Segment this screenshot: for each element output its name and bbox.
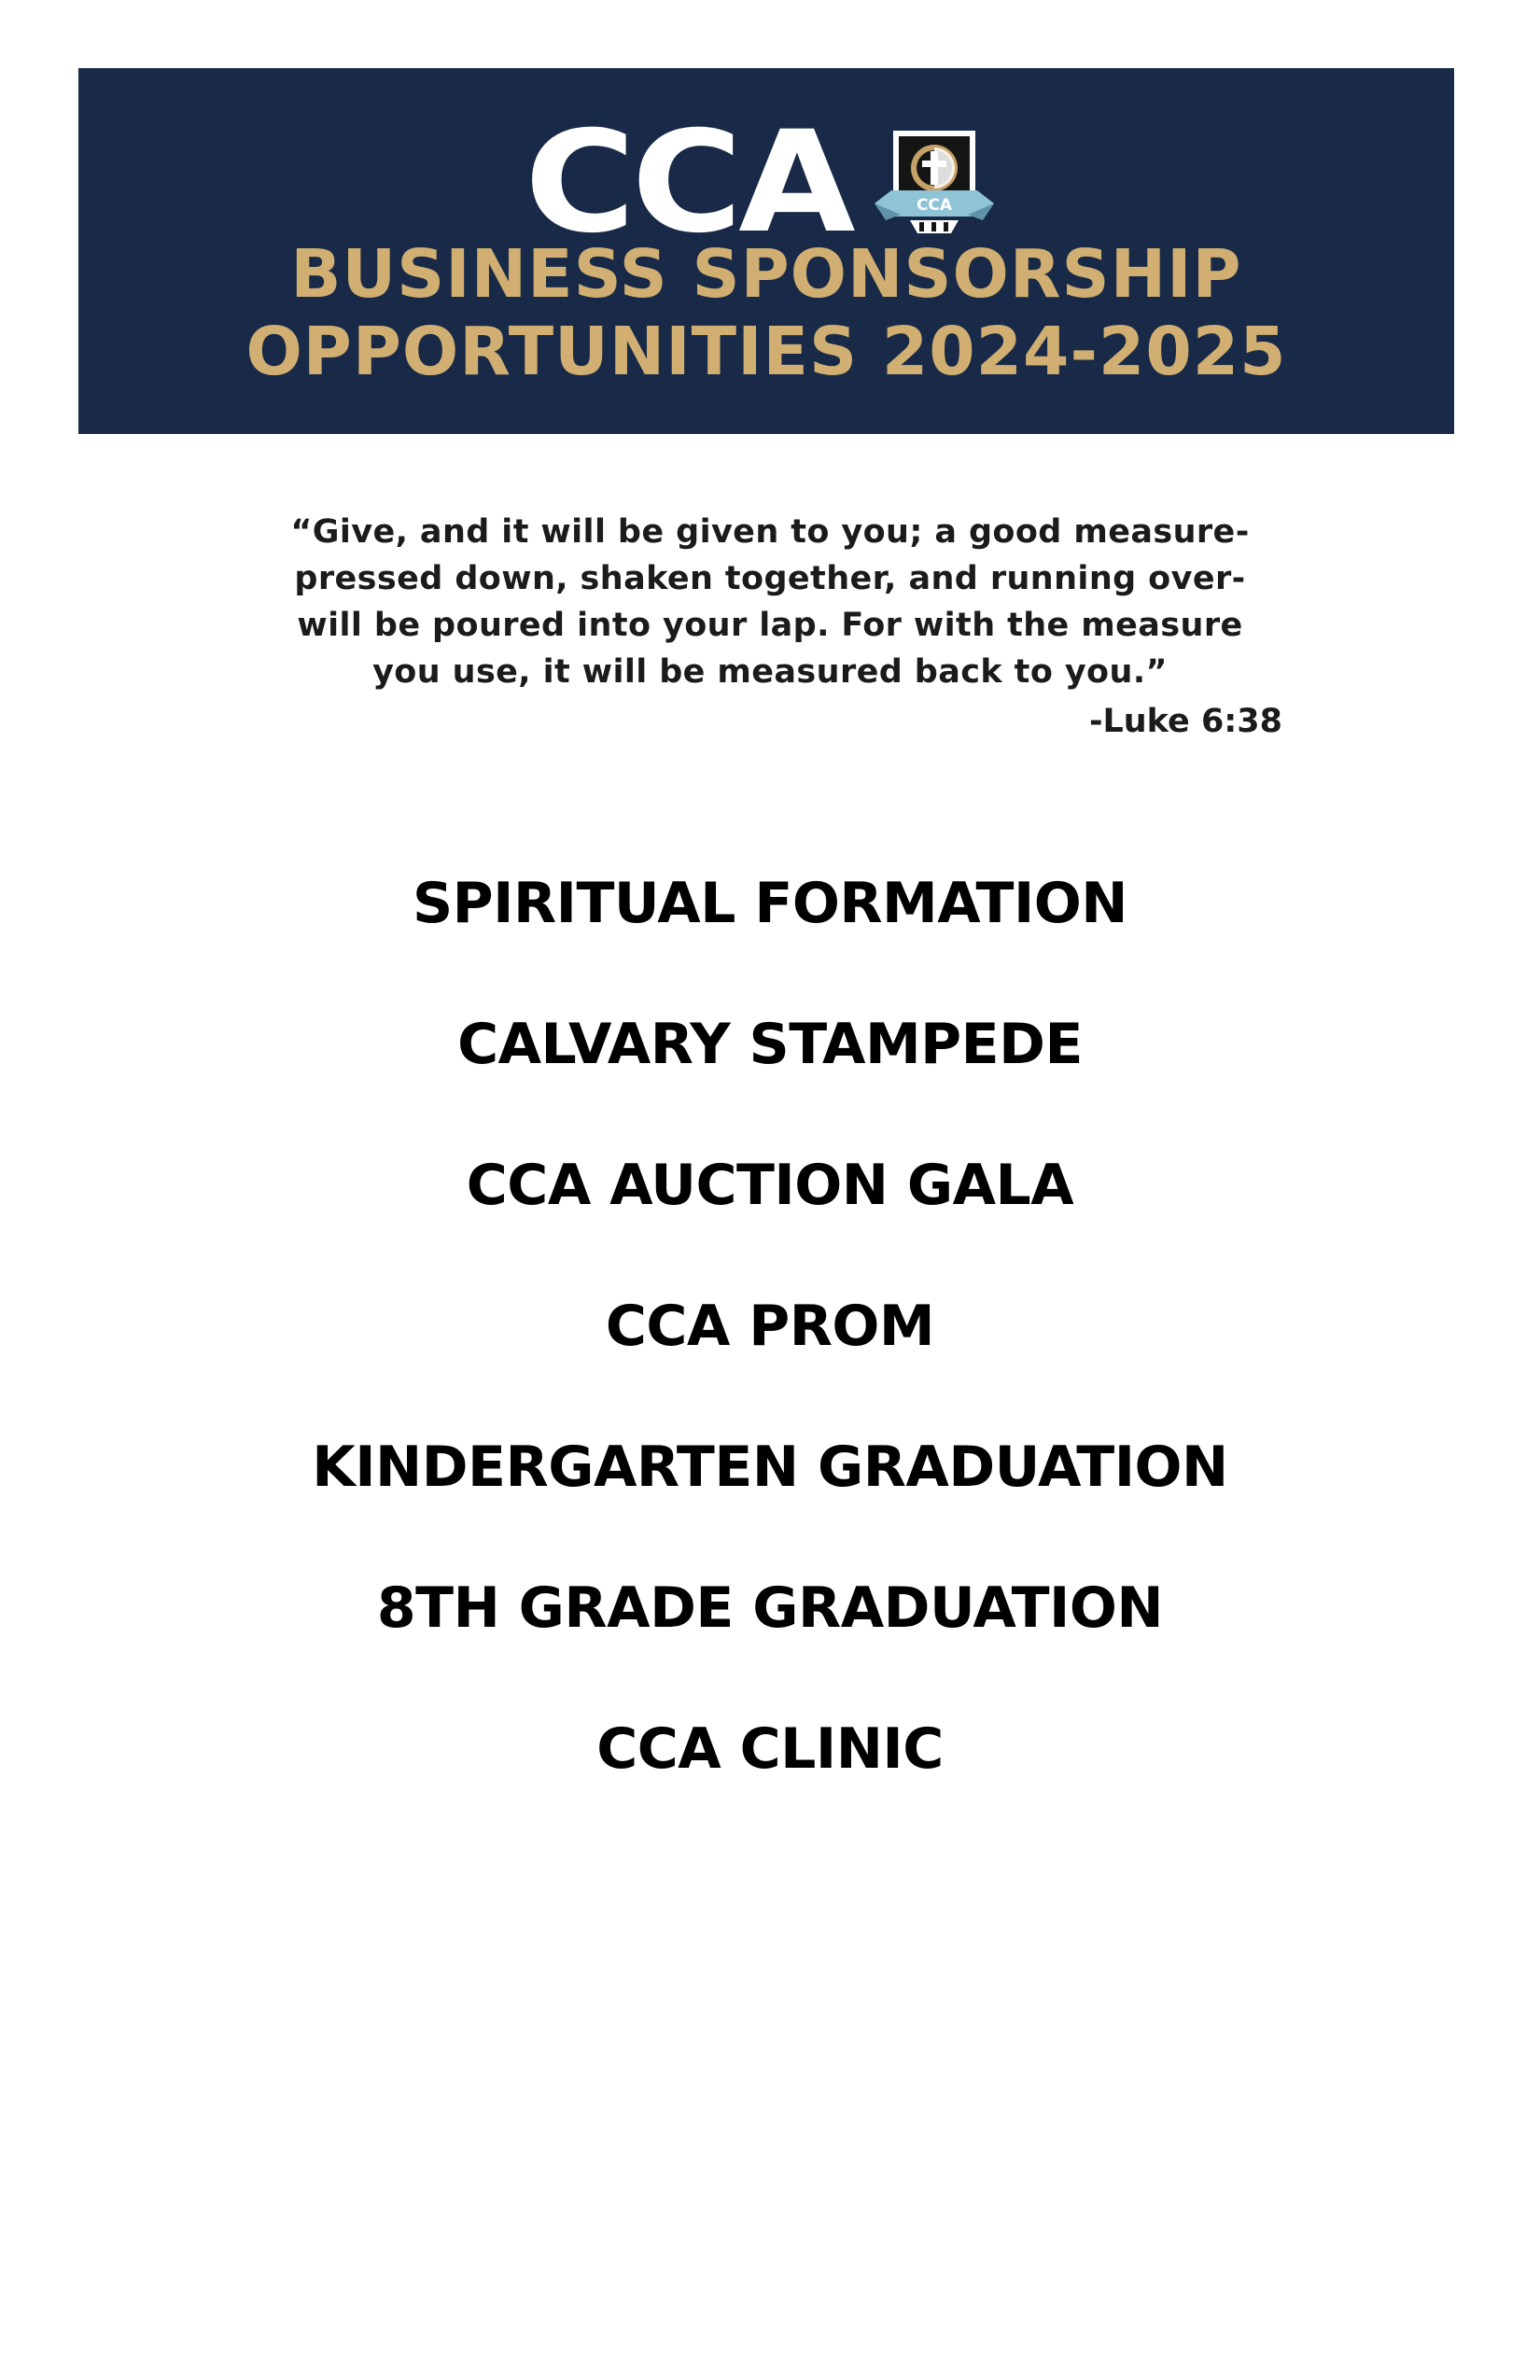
event-item-auction-gala: CCA AUCTION GALA [466,1153,1074,1218]
brand-row [78,102,1454,264]
quote-line: will be poured into your lap. For with the measure [297,607,1243,644]
scripture-quote [252,509,1288,695]
event-item-calvary-stampede: CALVARY STAMPEDE [457,1012,1083,1077]
crest-label: CCA [917,196,953,215]
banner-title-line-1: BUSINESS SPONSORSHIP [290,235,1242,313]
quote-line: pressed down, shaken together, and running over- [294,560,1246,597]
event-item-prom: CCA PROM [605,1294,935,1359]
event-item-kindergarten-graduation: KINDERGARTEN GRADUATION [312,1435,1228,1500]
brand-wordmark: CCA [524,102,852,264]
header-banner [78,68,1454,434]
event-item-spiritual-formation: SPIRITUAL FORMATION [412,871,1128,936]
quote-line: you use, it will be measured back to you.” [372,653,1168,691]
event-item-clinic: CCA CLINIC [596,1716,944,1782]
school-crest-icon [873,123,996,243]
sponsorship-events-list [0,857,1540,1843]
event-item-8th-grade-graduation: 8TH GRADE GRADUATION [376,1575,1164,1641]
quote-line: “Give, and it will be given to you; a good measure- [290,513,1250,551]
banner-title-line-2: OPPORTUNITIES 2024-2025 [245,313,1287,390]
scripture-citation: -Luke 6:38 [1088,703,1282,740]
